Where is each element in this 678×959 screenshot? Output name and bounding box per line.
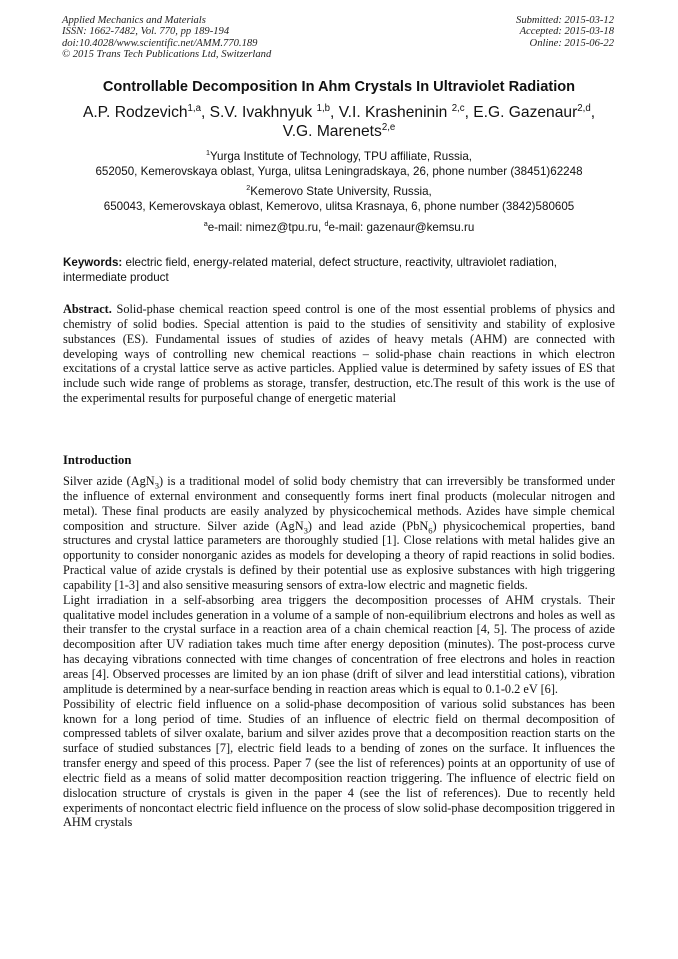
submitted-date: Submitted: 2015-03-12 <box>516 15 614 26</box>
paragraph: Possibility of electric field influence on a solid-phase decomposition of various solid substances has been known for a long period of time. Studies of an influence of electric field on thermal decomposition of compressed tablets of silver oxalate, barium and silver azides prove that a decomposition reaction starts on the surface of studied substances [7], electric field leads to a bending of zones on the surface. It influences the transfer energy and speed of this process. Paper 7 (see the list of references) points at an opportunity of use of electric field as a means of solid matter decomposition reaction triggering. The influence of electric field on dislocation structure of crystals is given in the paper 4 (see the list of references). Due to recently held experiments of noncontact electric field influence on the process of slow solid-phase decomposition triggered in AHM crystals <box>63 696 615 830</box>
author: S.V. Ivakhnyuk <box>209 104 317 121</box>
dates-info <box>516 15 614 49</box>
paper-title: Controllable Decomposition In Ahm Crystals In Ultraviolet Radiation <box>102 79 576 95</box>
author: V.I. Krasheninin <box>338 104 452 121</box>
paragraph: Light irradiation in a self-absorbing area triggers the decomposition processes of AHM crystals. Their qualitative model includes generation in a volume of a sample of non-equilibrium electrons and holes as well as their transfer to the crystal surface in a reaction area of a chain chemical reaction [4, 5]. The process of azide decomposition after UV radiation takes much time after energy deposition (minutes). The post-process curve has decaying vibrations connected with time changes of concentration of free electrons and holes in reaction areas [4]. Observed processes are limited by an ion phase (drift of silver and lead interstitial cations), vibration amplitude is determined by a near-surface bending in reaction areas which is equal to 0.1-0.2 eV [6]. <box>63 592 615 696</box>
keywords <box>63 256 615 285</box>
author-list: A.P. Rodzevich$^{1,a}$, S.V. Ivakhnyuk $^{1,b}$, V.I. Krasheninin $^{2,c}$, E.G. Gazenaur$^{2,d}$, V.G. Marenets$^{2,e}$ <box>82 102 596 140</box>
author-affiliation-mark: 1,b <box>316 102 331 114</box>
introduction-body <box>63 474 615 830</box>
abstract-text: Solid-phase chemical reaction speed control is one of the most essential problems of physics and chemistry of solid bodies. Special attention is paid to the studies of sensitivity and stability of explosive substances (ES). Fundamental issues of studies of azides of heavy metals (AHM) are connected with developing ways of controlling new chemical reactions – solid-phase chain reactions in which electron excitations of a crystal lattice serve as active particles. Applied value is determined by safety issues of ES that include such wide range of problems as storage, transfer, destruction, etc.The result of this work is the use of the experimental results for purposeful change of energetic material <box>63 302 615 406</box>
journal-info <box>62 15 271 60</box>
author-affiliation-mark: 2,e <box>381 121 396 133</box>
affiliation-address: 650043, Kemerovskaya oblast, Kemerovo, ulitsa Krasnaya, 6, phone number (3842)580605 <box>103 199 575 213</box>
keywords-text: electric field, energy-related material, defect structure, reactivity, ultraviolet radiation, intermediate product <box>63 256 558 284</box>
accepted-date: Accepted: 2015-03-18 <box>519 26 614 38</box>
affiliation-address: 652050, Kemerovskaya oblast, Yurga, ulitsa Leningradskaya, 26, phone number (38451)62248 <box>95 164 583 178</box>
abstract-label: Abstract. <box>63 302 112 316</box>
copyright: © 2015 Trans Tech Publications Ltd, Switzerland <box>62 48 272 60</box>
issn: ISSN: 1662-7482, Vol. 770, pp 189-194 <box>62 26 230 38</box>
abstract <box>63 302 615 406</box>
author: V.G. Marenets <box>282 123 382 140</box>
author: E.G. Gazenaur <box>473 104 578 121</box>
email: e-mail: nimez@tpu.ru, <box>207 221 325 234</box>
keywords-label: Keywords: <box>63 256 123 269</box>
author-affiliation-mark: 2,d <box>577 102 591 114</box>
affiliation-name: Kemerovo State University, Russia, <box>250 185 432 198</box>
author-affiliation-mark: 1,a <box>187 102 201 114</box>
affiliation-2: $^2$Kemerovo State University, Russia, 650043, Kemerovskaya oblast, Kemerovo, ulitsa Krasnaya, 6, phone number (3842)580605 <box>40 185 638 214</box>
paragraph: Silver azide (AgN$_3$) is a traditional model of solid body chemistry that can irreversibly be transformed under the influence of external environment and consequently forms inert final products (molecular nitrogen and metal). These final products are easily analyzed by physicochemical methods. Azides have simple chemical composition and structure. Silver azide (AgN$_3$) and lead azide (PbN$_6$) physicochemical properties, band structures and crystal lattice parameters are thoroughly studied [1]. Close relations with metal halides give an opportunity to consider nonorganic azides as models for developing a theory of rapid reactions in solid bodies. Practical value of azide crystals is defined by their potential use as explosive substances with high triggering capability [1-3] and also sensitive measuring sensors of extra-low electric and magnetic fields. <box>63 474 616 592</box>
author-emails: $^a$e-mail: nimez@tpu.ru, $^d$e-mail: gazenaur@kemsu.ru <box>203 219 475 234</box>
section-heading-introduction: Introduction <box>63 453 132 467</box>
affiliation-name: Yurga Institute of Technology, TPU affiliate, Russia, <box>209 150 473 163</box>
journal-name: Applied Mechanics and Materials <box>62 15 206 26</box>
email: e-mail: gazenaur@kemsu.ru <box>328 221 475 234</box>
doi: doi:10.4028/www.scientific.net/AMM.770.189 <box>62 37 258 49</box>
author-affiliation-mark: 2,c <box>451 102 465 114</box>
affiliation-1: $^1$Yurga Institute of Technology, TPU affiliate, Russia, 652050, Kemerovskaya oblast, Yurga, ulitsa Leningradskaya, 26, phone number (38451)62248 <box>40 150 638 179</box>
online-date: Online: 2015-06-22 <box>529 37 614 49</box>
author: A.P. Rodzevich <box>82 104 188 121</box>
